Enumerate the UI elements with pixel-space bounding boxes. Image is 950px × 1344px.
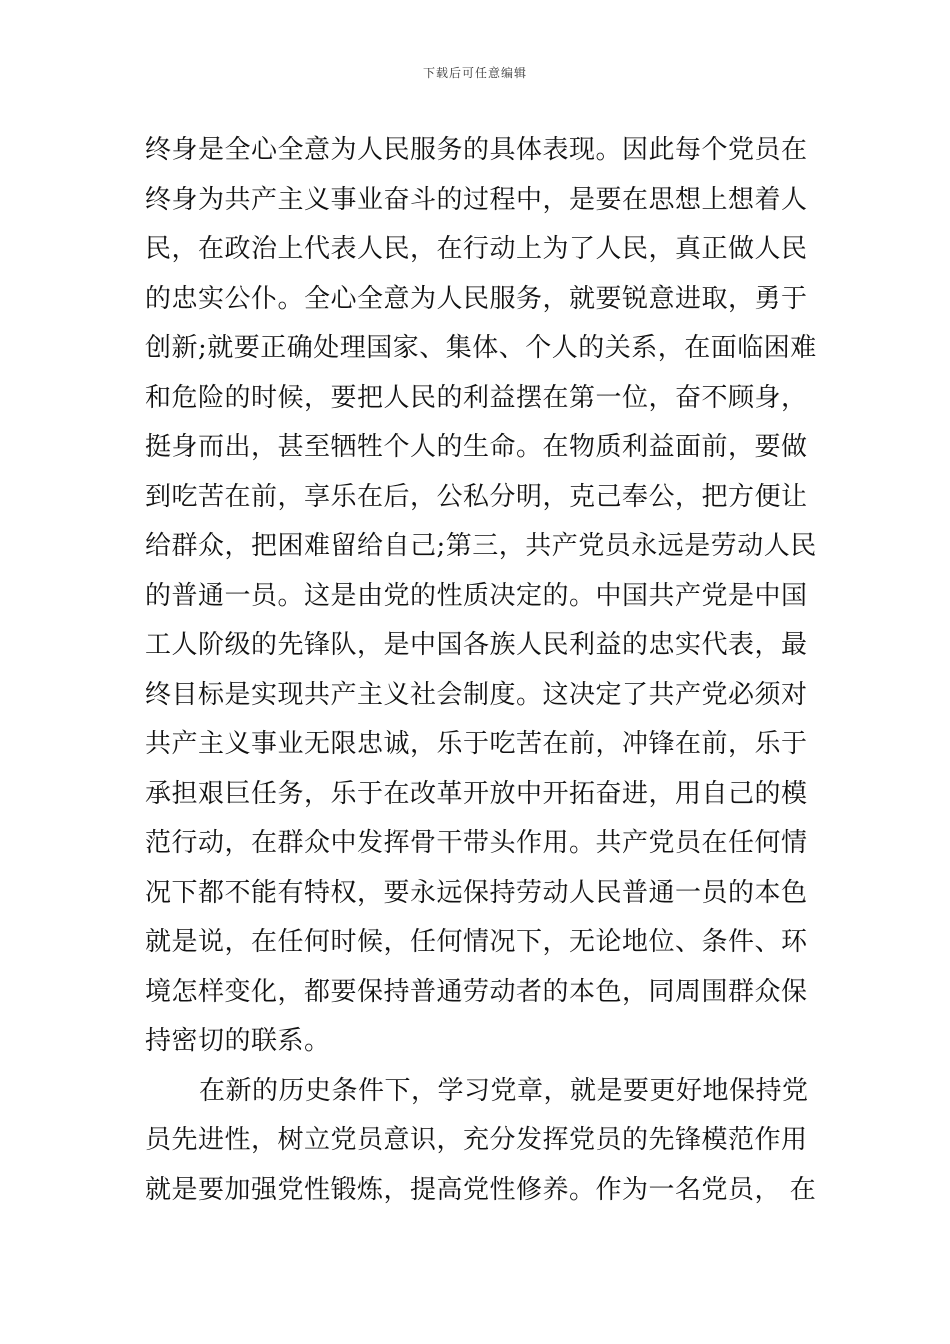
text-line: 共产主义事业无限忠诚，乐于吃苦在前，冲锋在前，乐于 [145, 729, 808, 759]
text-line: 创新;就要正确处理国家、集体、个人的关系，在面临困难 [145, 333, 817, 363]
text-line: 就是要加强党性锻炼，提高党性修养。作为一名党员， 在 [145, 1174, 817, 1205]
text-line: 就是说，在任何时候，任何情况下，无论地位、条件、环 [145, 927, 808, 957]
text-line: 工人阶级的先锋队，是中国各族人民利益的忠实代表，最 [145, 630, 808, 660]
text-line: 挺身而出，甚至牺牲个人的生命。在物质利益面前，要做 [145, 432, 808, 462]
text-line: 范行动，在群众中发挥骨干带头作用。共产党员在任何情 [145, 828, 808, 858]
text-line: 持密切的联系。 [145, 1026, 331, 1056]
text-line: 和危险的时候，要把人民的利益摆在第一位，奋不顾身， [145, 382, 808, 413]
text-line: 终目标是实现共产主义社会制度。这决定了共产党必须对 [145, 679, 808, 710]
text-line: 况下都不能有特权，要永远保持劳动人民普通一员的本色 [145, 877, 808, 908]
text-line: 民，在政治上代表人民，在行动上为了人民，真正做人民 [145, 234, 808, 264]
text-line: 终身为共产主义事业奋斗的过程中，是要在思想上想着人 [145, 184, 808, 215]
page-header: 下载后可任意编辑 [422, 66, 527, 80]
paragraph-start-line: 在新的历史条件下，学习党章，就是要更好地保持党 [199, 1075, 809, 1106]
text-line: 承担艰巨任务，乐于在改革开放中开拓奋进，用自己的模 [145, 778, 808, 809]
document-body [145, 126, 825, 1215]
text-line: 到吃苦在前，享乐在后，公私分明，克己奉公，把方便让 [145, 481, 808, 512]
text-line: 的普通一员。这是由党的性质决定的。中国共产党是中国 [145, 580, 808, 611]
text-line: 的忠实公仆。全心全意为人民服务，就要锐意进取，勇于 [145, 283, 808, 314]
text-line: 终身是全心全意为人民服务的具体表现。因此每个党员在 [145, 135, 808, 165]
text-line: 给群众，把困难留给自己;第三，共产党员永远是劳动人民 [145, 531, 817, 561]
text-line: 境怎样变化，都要保持普通劳动者的本色，同周围群众保 [145, 976, 808, 1007]
text-line: 员先进性，树立党员意识，充分发挥党员的先锋模范作用 [145, 1125, 808, 1155]
